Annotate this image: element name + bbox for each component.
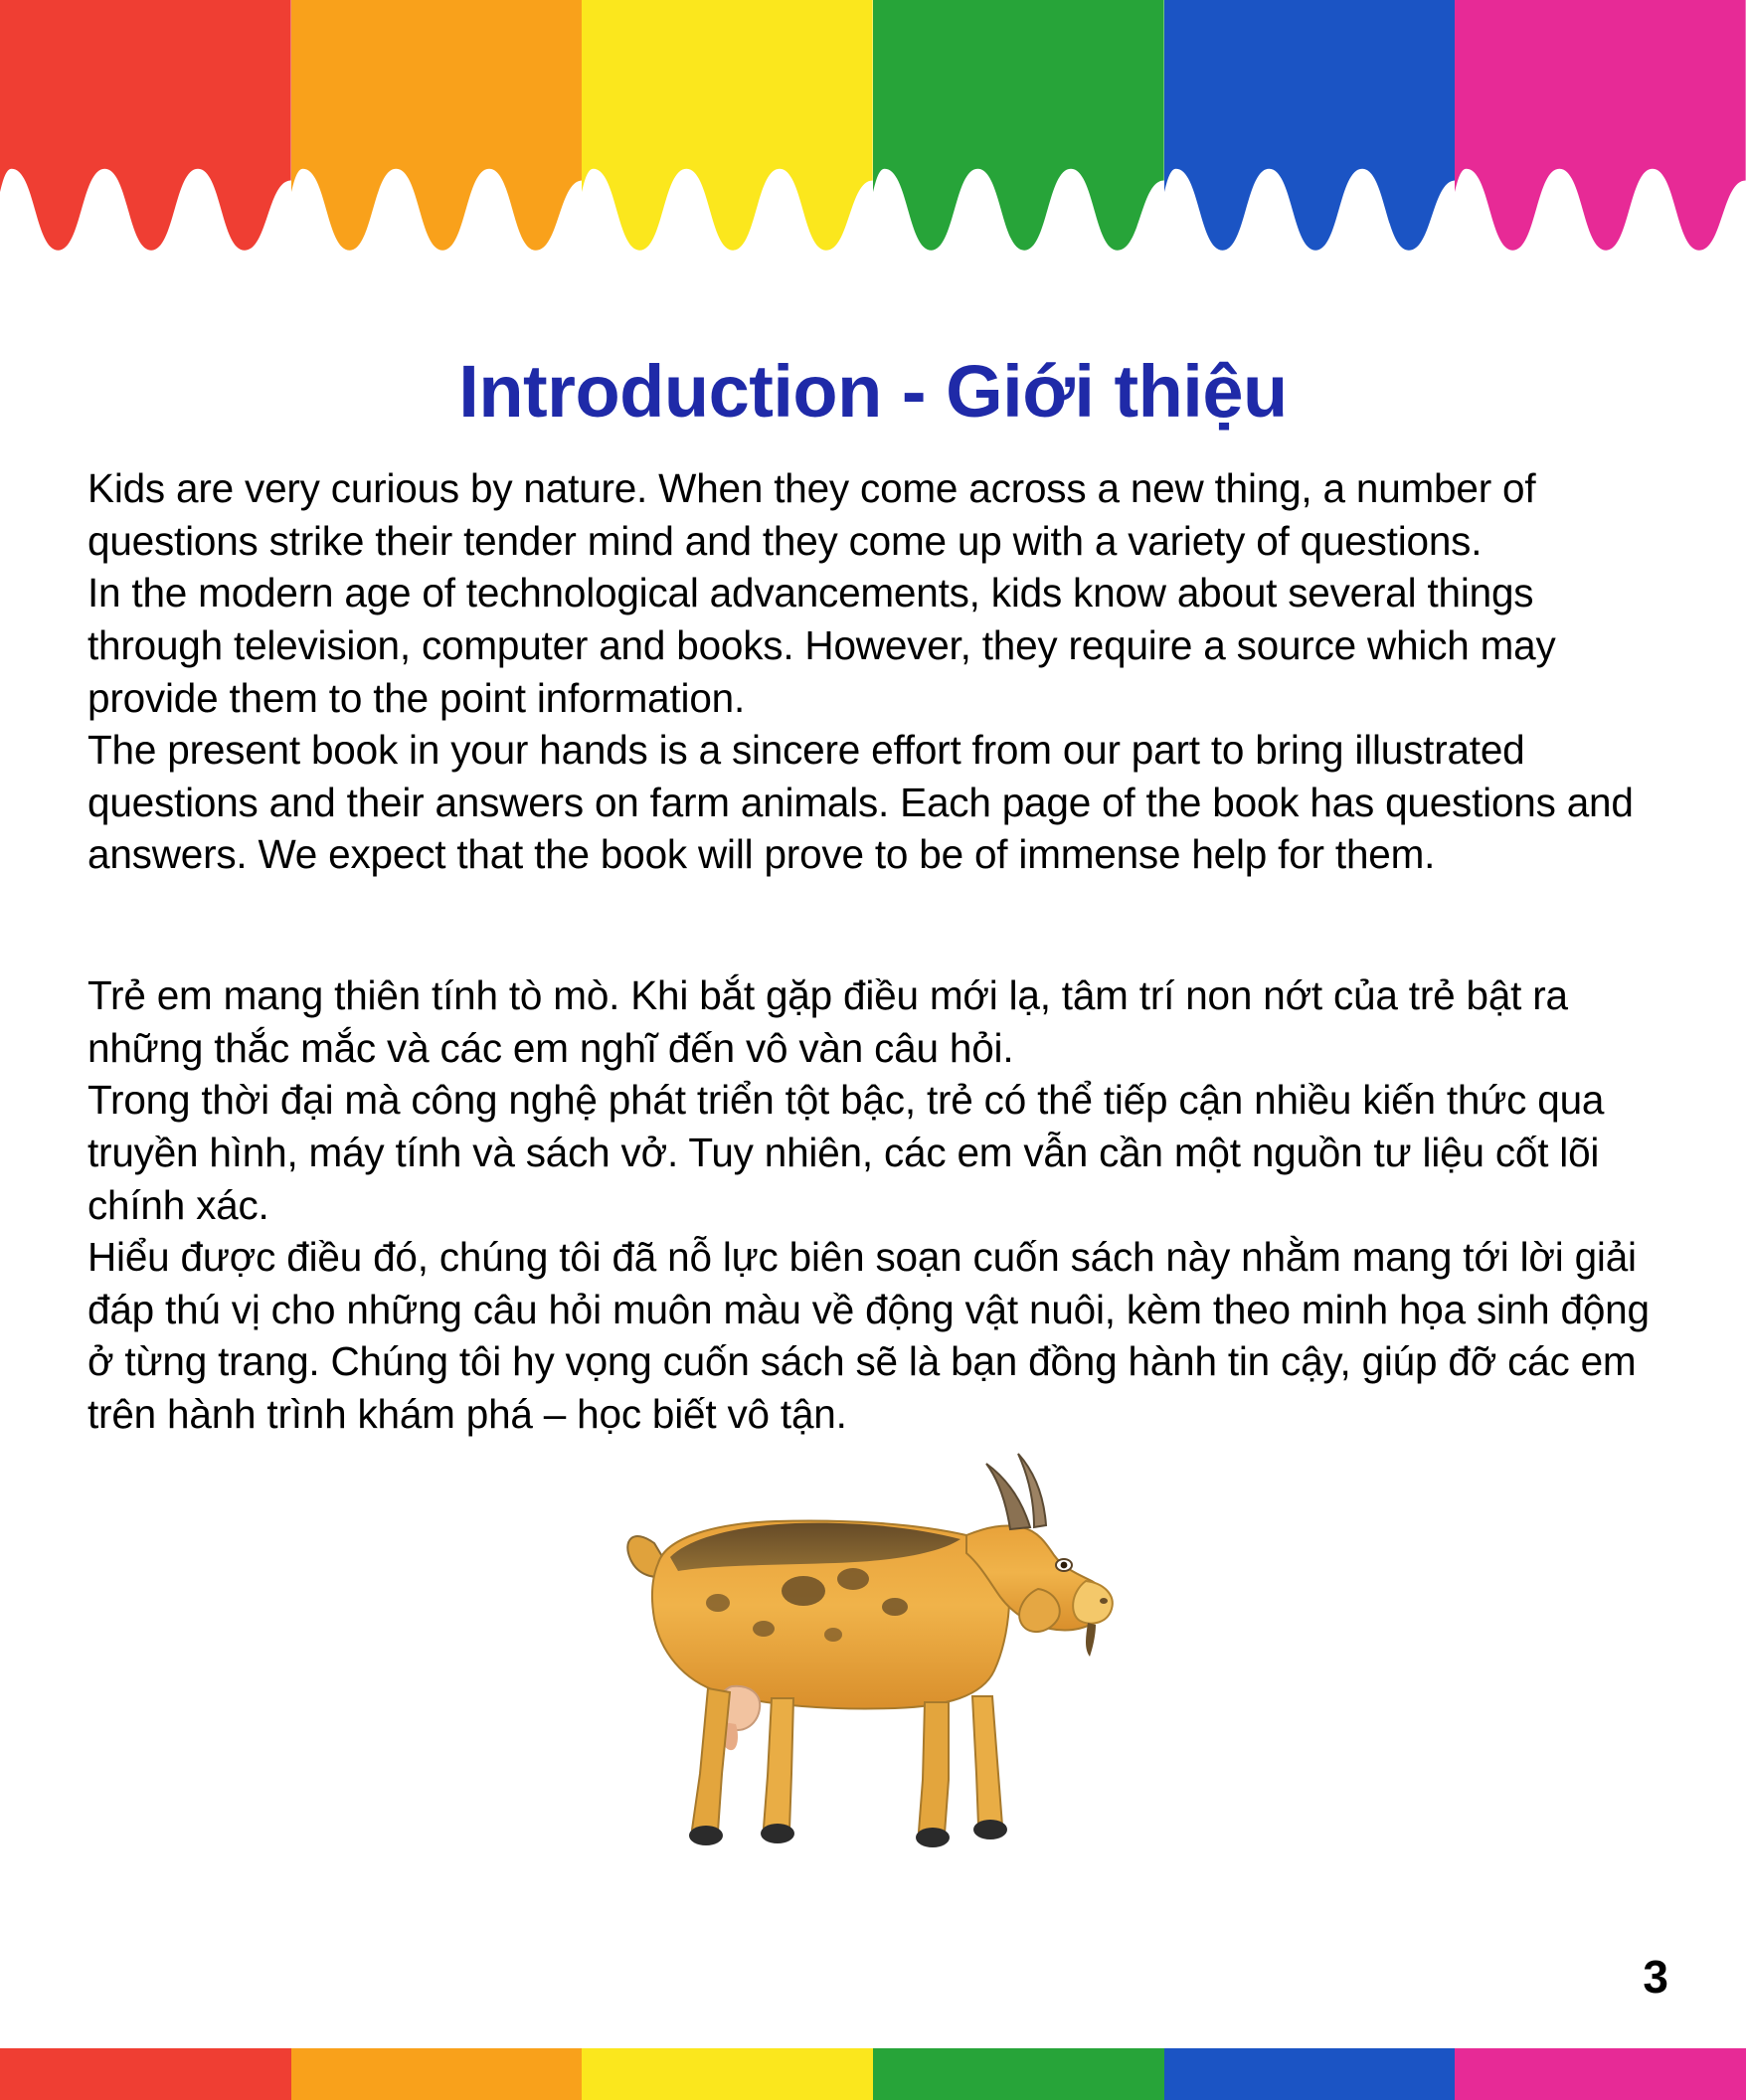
- top-band-segment: [582, 0, 873, 174]
- paragraph: Trong thời đại mà công nghệ phát triển tột bậc, trẻ có thể tiếp cận nhiều kiến thức qua truyền hình, máy tính và sách vở. Tuy nhiên, các em vẫn cần một nguồn tư liệu cốt lõi chính xác.: [87, 1077, 1605, 1228]
- page-number: 3: [1643, 1951, 1668, 2003]
- paragraph: In the modern age of technological advancements, kids know about several things through television, computer and books. However, they require a source which may provide them to the point information.: [87, 570, 1556, 721]
- goat-illustration: [597, 1432, 1213, 1869]
- bottom-rainbow-band: [0, 2048, 1746, 2100]
- top-band-segment: [291, 0, 583, 174]
- top-band-segment: [873, 0, 1164, 174]
- english-introduction-text: [87, 462, 1668, 881]
- top-band-segment: [1164, 0, 1456, 174]
- paragraph: The present book in your hands is a sincere effort from our part to bring illustrated questions and their answers on farm animals. Each page of the book has questions and answers. We expect that the book will prove to be of immense help for them.: [87, 727, 1634, 878]
- paragraph: Kids are very curious by nature. When they come across a new thing, a number of questions strike their tender mind and they come up with a variety of questions.: [87, 465, 1536, 564]
- page-title: Introduction - Giới thiệu: [458, 349, 1288, 433]
- page-content: [0, 174, 1746, 2048]
- top-band-segment: [0, 0, 291, 174]
- bottom-band-segment: [1164, 2048, 1456, 2100]
- top-rainbow-band: [0, 0, 1746, 174]
- goat-icon: [597, 1432, 1213, 1869]
- bottom-band-segment: [291, 2048, 583, 2100]
- paragraph: Hiểu được điều đó, chúng tôi đã nỗ lực biên soạn cuốn sách này nhằm mang tới lời giải đáp thú vị cho những câu hỏi muôn màu về động vật nuôi, kèm theo minh họa sinh động ở từng trang. Chúng tôi hy vọng cuốn sách sẽ là bạn đồng hành tin cậy, giúp đỡ các em trên hành trình khám phá – học biết vô tận.: [87, 1234, 1650, 1438]
- bottom-band-segment: [1455, 2048, 1746, 2100]
- bottom-band-segment: [873, 2048, 1164, 2100]
- bottom-band-segment: [0, 2048, 291, 2100]
- paragraph: Trẻ em mang thiên tính tò mò. Khi bắt gặp điều mới lạ, tâm trí non nớt của trẻ bật ra những thắc mắc và các em nghĩ đến vô vàn câu hỏi.: [87, 972, 1568, 1071]
- bottom-band-segment: [582, 2048, 873, 2100]
- top-band-segment: [1455, 0, 1746, 174]
- vietnamese-introduction-text: [87, 969, 1668, 1441]
